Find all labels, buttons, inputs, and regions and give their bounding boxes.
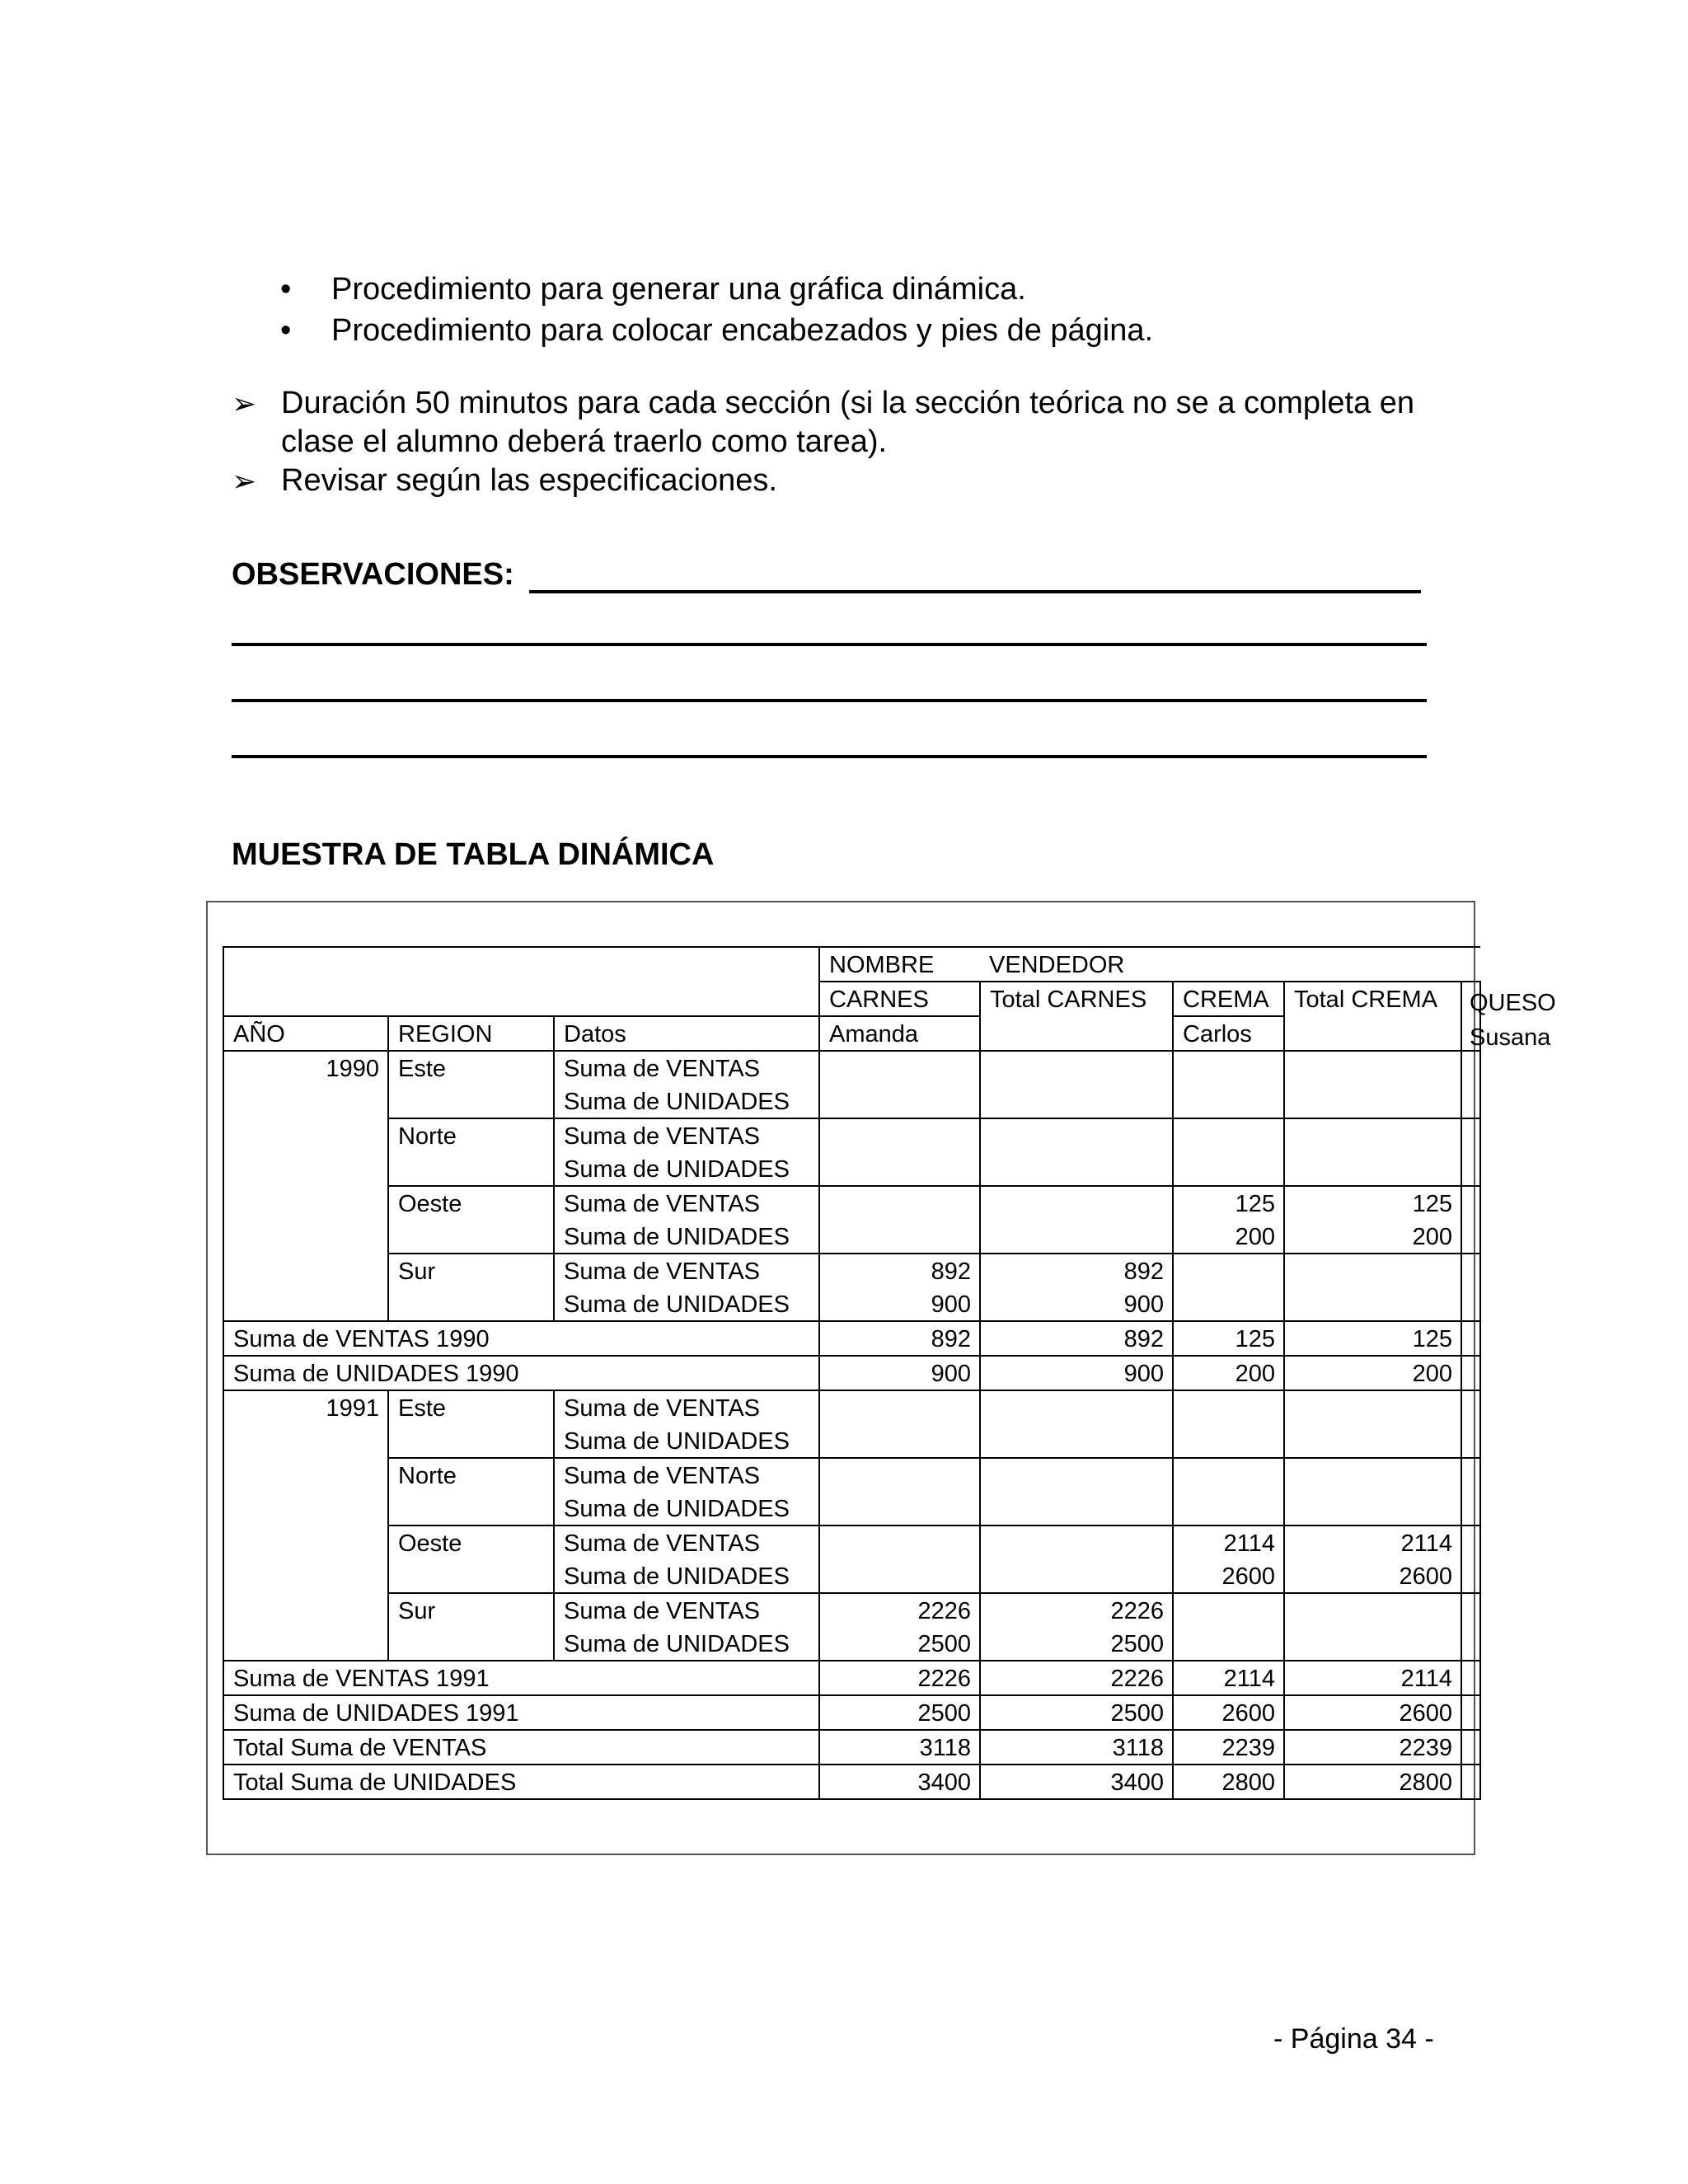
value-cell: 2239	[1284, 1730, 1461, 1765]
value-cell: 200	[1284, 1220, 1461, 1254]
value-cell: 900	[819, 1356, 980, 1390]
region-cell: Oeste	[388, 1186, 554, 1254]
value-cell: 2114	[1173, 1661, 1284, 1695]
value-cell	[1461, 1287, 1480, 1321]
value-cell: 2500	[980, 1695, 1173, 1730]
value-cell: 2600	[1284, 1695, 1461, 1730]
total-row	[223, 1730, 1480, 1765]
value-cell: 892	[980, 1254, 1173, 1287]
arrow-bullet-icon: ➢	[232, 387, 257, 420]
value-cell	[1461, 1321, 1480, 1356]
value-cell: 2500	[819, 1695, 980, 1730]
arrow-text: Duración 50 minutos para cada sección (si la sección teórica no se a completa en clase el alumno deberá traerlo como tarea).	[281, 386, 1415, 459]
total-label: Suma de VENTAS 1991	[223, 1661, 819, 1695]
value-cell	[980, 1118, 1173, 1186]
table-row	[223, 1526, 1480, 1559]
table-row	[223, 1051, 1480, 1085]
value-cell	[1173, 1051, 1284, 1118]
value-cell	[1284, 1051, 1461, 1118]
datos-cell: Suma de VENTAS	[554, 1458, 819, 1492]
value-cell	[1461, 1695, 1480, 1730]
value-cell	[1284, 1390, 1461, 1458]
value-cell: 200	[1284, 1356, 1461, 1390]
total-row	[223, 1356, 1480, 1390]
value-cell: 2800	[1284, 1765, 1461, 1799]
total-row	[223, 1321, 1480, 1356]
bullet-item	[280, 310, 1153, 351]
value-cell	[1173, 1390, 1284, 1458]
datos-cell: Suma de UNIDADES	[554, 1152, 819, 1186]
value-cell	[1461, 1765, 1480, 1799]
value-cell	[1461, 1254, 1480, 1287]
region-cell: Este	[388, 1390, 554, 1458]
observaciones-line	[232, 643, 1427, 646]
datos-cell: Suma de VENTAS	[554, 1390, 819, 1424]
value-cell	[1284, 1254, 1461, 1287]
value-cell	[1461, 1186, 1480, 1220]
value-cell	[819, 1220, 980, 1254]
value-cell	[980, 1186, 1173, 1220]
total-row	[223, 1765, 1480, 1799]
value-cell: 900	[980, 1356, 1173, 1390]
value-cell	[980, 1390, 1173, 1458]
value-cell	[1461, 1458, 1480, 1526]
value-cell: 2239	[1173, 1730, 1284, 1765]
pivot-header-datos: Datos	[554, 1016, 819, 1051]
value-cell	[1461, 1661, 1480, 1695]
value-cell	[819, 1390, 980, 1458]
value-cell: 2226	[980, 1661, 1173, 1695]
value-cell	[1284, 1287, 1461, 1321]
region-cell: Oeste	[388, 1526, 554, 1593]
table-row	[223, 1390, 1480, 1424]
value-cell	[1461, 1593, 1480, 1627]
value-cell	[1173, 1593, 1284, 1627]
datos-cell: Suma de UNIDADES	[554, 1492, 819, 1526]
bullet-glyph: •	[280, 272, 292, 307]
region-cell: Sur	[388, 1593, 554, 1661]
value-cell	[1461, 1627, 1480, 1661]
table-row	[223, 1254, 1480, 1287]
value-cell	[1173, 1287, 1284, 1321]
pivot-table	[223, 946, 1481, 1800]
value-cell	[819, 1118, 980, 1186]
arrow-text: Revisar según las especificaciones.	[281, 463, 777, 498]
value-cell: 900	[819, 1287, 980, 1321]
datos-cell: Suma de UNIDADES	[554, 1085, 819, 1118]
pivot-header-row	[223, 947, 1480, 982]
value-cell	[1173, 1627, 1284, 1661]
total-label: Suma de VENTAS 1990	[223, 1321, 819, 1356]
bullet-glyph: •	[280, 313, 292, 348]
table-row	[223, 1118, 1480, 1152]
value-cell: 892	[819, 1321, 980, 1356]
value-cell	[1461, 1118, 1480, 1186]
datos-cell: Suma de VENTAS	[554, 1526, 819, 1559]
value-cell: 3400	[819, 1765, 980, 1799]
year-cell: 1991	[223, 1390, 388, 1661]
total-row	[223, 1661, 1480, 1695]
table-row	[223, 1458, 1480, 1492]
value-cell: 3118	[819, 1730, 980, 1765]
datos-cell: Suma de UNIDADES	[554, 1627, 819, 1661]
pivot-header-carlos: Carlos	[1173, 1016, 1284, 1051]
value-cell	[980, 1220, 1173, 1254]
value-cell: 2114	[1284, 1661, 1461, 1695]
value-cell: 2500	[980, 1627, 1173, 1661]
arrow-item	[232, 462, 1451, 500]
table-row	[223, 1593, 1480, 1627]
value-cell: 3400	[980, 1765, 1173, 1799]
pivot-header-amanda: Amanda	[819, 1016, 980, 1051]
value-cell	[980, 1458, 1173, 1526]
value-cell: 200	[1173, 1356, 1284, 1390]
datos-cell: Suma de VENTAS	[554, 1186, 819, 1220]
value-cell: 900	[980, 1287, 1173, 1321]
datos-cell: Suma de UNIDADES	[554, 1559, 819, 1593]
observaciones-line	[232, 699, 1427, 702]
value-cell	[1284, 1458, 1461, 1526]
value-cell: 125	[1173, 1321, 1284, 1356]
pivot-header-queso: QUESO	[1470, 990, 1556, 1016]
region-cell: Norte	[388, 1118, 554, 1186]
table-row	[223, 1186, 1480, 1220]
arrow-bullet-icon: ➢	[232, 464, 257, 498]
year-cell: 1990	[223, 1051, 388, 1321]
total-label: Suma de UNIDADES 1991	[223, 1695, 819, 1730]
value-cell: 2600	[1173, 1695, 1284, 1730]
value-cell	[819, 1458, 980, 1526]
pivot-header-empty	[1284, 1016, 1461, 1051]
value-cell	[1461, 1356, 1480, 1390]
value-cell	[1461, 1390, 1480, 1458]
value-cell	[980, 1051, 1173, 1118]
value-cell: 2114	[1173, 1526, 1284, 1559]
value-cell: 2800	[1173, 1765, 1284, 1799]
value-cell	[1284, 1627, 1461, 1661]
pivot-header-crema: CREMA	[1173, 982, 1284, 1016]
datos-cell: Suma de VENTAS	[554, 1051, 819, 1085]
total-label: Suma de UNIDADES 1990	[223, 1356, 819, 1390]
total-label: Total Suma de VENTAS	[223, 1730, 819, 1765]
arrow-item	[232, 384, 1451, 462]
datos-cell: Suma de VENTAS	[554, 1254, 819, 1287]
pivot-corner	[223, 947, 819, 1016]
observaciones-line	[529, 590, 1421, 593]
value-cell: 2600	[1284, 1559, 1461, 1593]
observaciones-label: OBSERVACIONES:	[232, 557, 514, 592]
datos-cell: Suma de UNIDADES	[554, 1287, 819, 1321]
datos-cell: Suma de VENTAS	[554, 1118, 819, 1152]
value-cell	[819, 1186, 980, 1220]
value-cell	[1461, 1051, 1480, 1118]
region-cell: Este	[388, 1051, 554, 1118]
value-cell: 2500	[819, 1627, 980, 1661]
value-cell	[1461, 1730, 1480, 1765]
value-cell: 2114	[1284, 1526, 1461, 1559]
pivot-header-total-crema: Total CREMA	[1284, 982, 1461, 1016]
value-cell	[1461, 1559, 1480, 1593]
value-cell	[1173, 1458, 1284, 1526]
value-cell	[819, 1051, 980, 1118]
value-cell: 125	[1173, 1186, 1284, 1220]
value-cell	[1461, 1220, 1480, 1254]
pivot-header-nombre: NOMBRE	[819, 947, 980, 982]
pivot-header-susana: Susana	[1470, 1024, 1551, 1051]
pivot-header-row	[223, 1016, 1480, 1051]
region-cell: Sur	[388, 1254, 554, 1321]
pivot-header-vendedor: VENDEDOR	[980, 947, 1480, 982]
value-cell: 892	[819, 1254, 980, 1287]
value-cell: 2600	[1173, 1559, 1284, 1593]
observaciones-line	[232, 755, 1427, 758]
value-cell	[819, 1526, 980, 1559]
pivot-header-total-carnes: Total CARNES	[980, 982, 1173, 1016]
datos-cell: Suma de UNIDADES	[554, 1424, 819, 1458]
bullet-item	[280, 269, 1153, 310]
pivot-header-carnes: CARNES	[819, 982, 980, 1016]
region-cell: Norte	[388, 1458, 554, 1526]
bullet-text: Procedimiento para colocar encabezados y pies de página.	[331, 313, 1154, 348]
value-cell	[1461, 1526, 1480, 1559]
datos-cell: Suma de VENTAS	[554, 1593, 819, 1627]
total-label: Total Suma de UNIDADES	[223, 1765, 819, 1799]
value-cell: 125	[1284, 1186, 1461, 1220]
pivot-header-empty	[980, 1016, 1173, 1051]
bullet-list	[280, 269, 1153, 351]
value-cell	[980, 1526, 1173, 1559]
bullet-text: Procedimiento para generar una gráfica dinámica.	[331, 272, 1026, 307]
value-cell: 892	[980, 1321, 1173, 1356]
value-cell	[819, 1559, 980, 1593]
arrow-list	[232, 384, 1451, 500]
value-cell: 2226	[980, 1593, 1173, 1627]
value-cell	[1284, 1118, 1461, 1186]
value-cell	[1173, 1254, 1284, 1287]
value-cell: 200	[1173, 1220, 1284, 1254]
value-cell: 125	[1284, 1321, 1461, 1356]
value-cell	[1173, 1118, 1284, 1186]
value-cell: 3118	[980, 1730, 1173, 1765]
pivot-header-anio: AÑO	[223, 1016, 388, 1051]
value-cell: 2226	[819, 1593, 980, 1627]
pivot-header-region: REGION	[388, 1016, 554, 1051]
value-cell	[980, 1559, 1173, 1593]
value-cell: 2226	[819, 1661, 980, 1695]
page-number: - Página 34 -	[1273, 2023, 1434, 2055]
section-title: MUESTRA DE TABLA DINÁMICA	[232, 837, 715, 872]
value-cell	[1284, 1593, 1461, 1627]
datos-cell: Suma de UNIDADES	[554, 1220, 819, 1254]
total-row	[223, 1695, 1480, 1730]
